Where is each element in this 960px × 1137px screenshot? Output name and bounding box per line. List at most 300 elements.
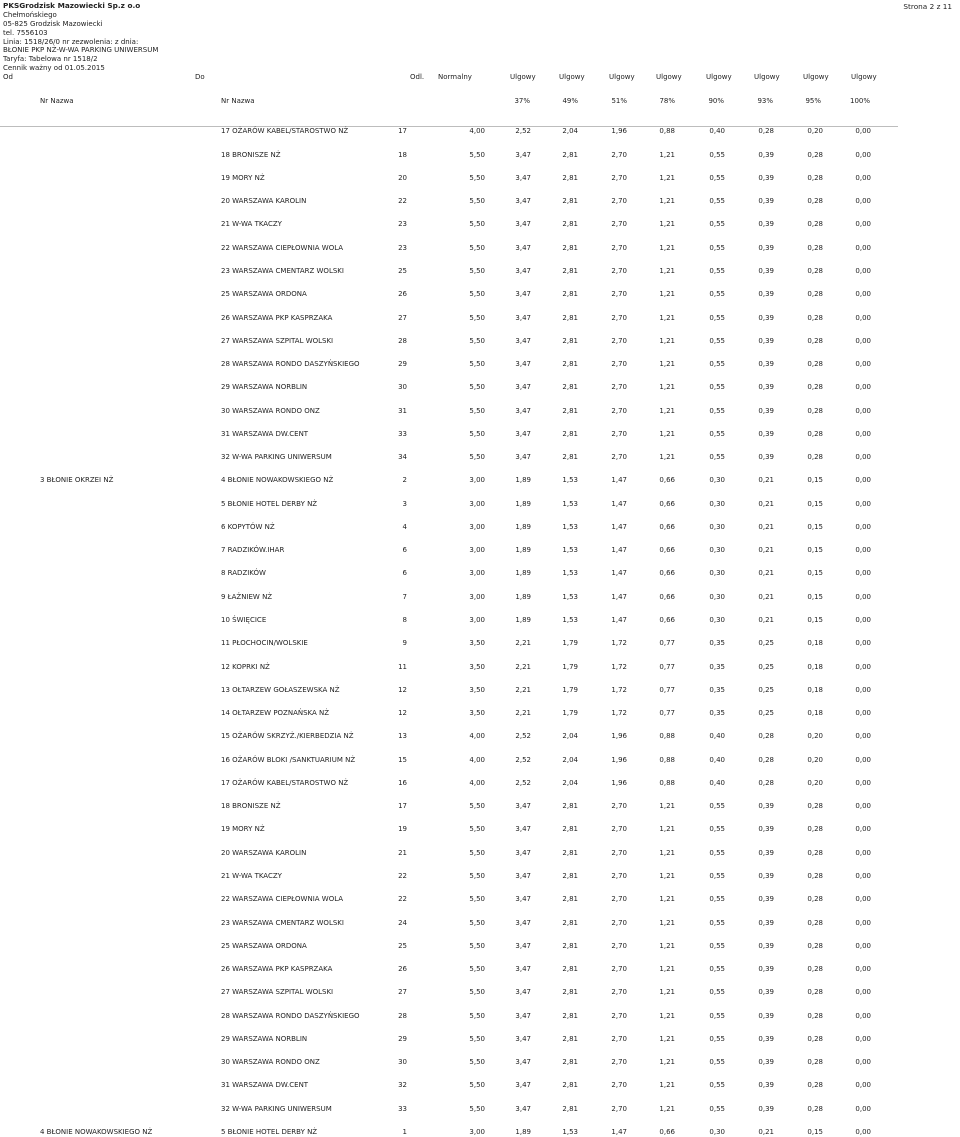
table-row: [0, 568, 960, 578]
cell-price-discount: 0,28: [807, 1058, 823, 1067]
cell-price-discount: 1,89: [515, 546, 531, 555]
cell-price-discount: 1,89: [515, 592, 531, 601]
table-row: [0, 266, 960, 276]
cell-to-stop: 10 ŚWIĘCICE: [221, 616, 267, 624]
cell-price-discount: 0,55: [709, 1011, 725, 1020]
cell-to-stop: 11 PŁOCHOCIN/WOLSKIE: [221, 639, 308, 648]
cell-price-normal: 3,50: [469, 639, 485, 648]
cell-price-discount: 0,00: [855, 406, 871, 415]
cell-price-discount: 3,47: [515, 429, 531, 438]
cell-price-discount: 0,39: [758, 1058, 774, 1067]
col-pct-discount: 90%: [708, 97, 724, 105]
cell-price-normal: 3,00: [469, 546, 485, 555]
cell-price-discount: 0,39: [758, 360, 774, 368]
cell-price-discount: 2,70: [611, 290, 627, 299]
cell-price-discount: 0,00: [855, 313, 871, 322]
cell-price-discount: 2,81: [562, 290, 578, 299]
cell-price-discount: 2,81: [562, 895, 578, 904]
cell-price-discount: 0,88: [659, 732, 675, 741]
cell-price-discount: 0,55: [709, 220, 725, 229]
cell-to-stop: 5 BŁONIE HOTEL DERBY NŻ: [221, 499, 318, 508]
cell-price-discount: 0,25: [758, 639, 774, 648]
cell-price-discount: 0,28: [807, 173, 823, 182]
cell-price-discount: 2,81: [562, 965, 578, 973]
cell-price-discount: 0,39: [758, 1011, 774, 1020]
cell-price-discount: 0,28: [807, 313, 823, 322]
col-header-to: Do: [195, 73, 205, 81]
cell-to-stop: 30 WARSZAWA RONDO ONZ: [221, 1058, 320, 1067]
cell-price-discount: 1,89: [515, 499, 531, 508]
cell-price-discount: 0,25: [758, 685, 774, 694]
cell-price-discount: 0,55: [709, 290, 725, 299]
cell-to-stop: 17 OŻARÓW KABEL/STAROSTWO NŻ: [221, 778, 349, 787]
cell-price-discount: 0,28: [807, 871, 823, 880]
table-row: [0, 778, 960, 788]
cell-to-stop: 6 KOPYTÓW NŻ: [221, 522, 275, 531]
cell-distance: 33: [398, 1104, 407, 1113]
cell-price-discount: 0,55: [709, 173, 725, 182]
cell-price-discount: 1,21: [659, 1081, 675, 1090]
cell-price-discount: 1,47: [611, 476, 627, 485]
table-row: [0, 289, 960, 299]
cell-price-discount: 0,28: [807, 266, 823, 275]
cell-price-discount: 1,21: [659, 406, 675, 415]
cell-price-discount: 1,21: [659, 965, 675, 973]
cell-price-discount: 0,30: [709, 499, 725, 508]
cell-price-discount: 0,39: [758, 918, 774, 927]
cell-price-discount: 1,21: [659, 336, 675, 345]
cell-price-discount: 0,39: [758, 965, 774, 973]
col-header-from: Od: [3, 73, 13, 81]
cell-price-discount: 0,77: [659, 709, 675, 717]
table-row: [0, 1034, 960, 1044]
cell-price-discount: 2,81: [562, 173, 578, 182]
table-row: [0, 196, 960, 206]
cell-price-discount: 2,81: [562, 360, 578, 368]
cell-price-normal: 3,00: [469, 522, 485, 531]
cell-price-discount: 2,70: [611, 1081, 627, 1090]
cell-price-discount: 0,15: [807, 522, 823, 531]
cell-price-discount: 1,21: [659, 313, 675, 322]
cell-price-discount: 0,66: [659, 1127, 675, 1136]
cell-price-discount: 3,47: [515, 918, 531, 927]
cell-price-discount: 0,55: [709, 918, 725, 927]
cell-price-discount: 2,81: [562, 802, 578, 811]
cell-from-stop: 4 BŁONIE NOWAKOWSKIEGO NŻ: [40, 1127, 153, 1136]
cell-price-discount: 3,47: [515, 1058, 531, 1067]
cell-price-discount: 0,00: [855, 197, 871, 206]
cell-price-discount: 0,30: [709, 569, 725, 578]
cell-distance: 8: [402, 616, 407, 624]
cell-distance: 16: [398, 778, 407, 787]
cell-distance: 26: [398, 965, 407, 973]
col-pct-discount: 100%: [849, 97, 870, 105]
cell-price-discount: 0,39: [758, 406, 774, 415]
cell-price-discount: 0,00: [855, 592, 871, 601]
table-row: [0, 964, 960, 974]
cell-price-discount: 2,70: [611, 173, 627, 182]
cell-price-discount: 0,21: [758, 1127, 774, 1136]
cell-price-discount: 1,21: [659, 360, 675, 368]
company-name: PKSGrodzisk Mazowiecki Sp.z o.o: [3, 1, 141, 10]
cell-price-discount: 0,39: [758, 336, 774, 345]
cell-price-discount: 0,77: [659, 639, 675, 648]
table-row: [0, 731, 960, 741]
cell-price-discount: 0,28: [807, 848, 823, 857]
cell-price-discount: 3,47: [515, 243, 531, 252]
cell-price-discount: 1,53: [562, 522, 578, 531]
cell-to-stop: 21 W-WA TKACZY: [221, 220, 282, 229]
cell-price-discount: 0,55: [709, 336, 725, 345]
cell-price-discount: 3,47: [515, 848, 531, 857]
cell-distance: 28: [398, 336, 407, 345]
table-row: [0, 475, 960, 485]
cell-price-discount: 1,21: [659, 871, 675, 880]
cell-price-discount: 0,88: [659, 127, 675, 136]
cell-price-discount: 0,66: [659, 546, 675, 555]
cell-price-discount: 0,55: [709, 360, 725, 368]
header-line: tel. 7556103: [3, 28, 48, 37]
table-row: [0, 150, 960, 160]
table-row: [0, 824, 960, 834]
cell-price-discount: 2,81: [562, 453, 578, 462]
header-line: Taryfa: Tabelowa nr 1518/2: [3, 55, 98, 64]
cell-price-discount: 2,70: [611, 197, 627, 206]
table-row: [0, 871, 960, 881]
cell-price-normal: 5,50: [469, 941, 485, 950]
cell-price-discount: 0,00: [855, 965, 871, 973]
col-header-discount: Ulgowy: [754, 73, 780, 81]
cell-distance: 31: [398, 406, 407, 415]
cell-price-discount: 0,30: [709, 546, 725, 555]
cell-price-normal: 5,50: [469, 360, 485, 368]
cell-to-stop: 22 WARSZAWA CIEPŁOWNIA WOLA: [221, 243, 344, 252]
cell-price-discount: 0,21: [758, 476, 774, 485]
cell-price-discount: 1,96: [611, 127, 627, 136]
cell-price-discount: 0,25: [758, 709, 774, 717]
cell-price-discount: 0,40: [709, 732, 725, 741]
cell-price-discount: 1,72: [611, 709, 627, 717]
cell-price-discount: 0,28: [807, 988, 823, 997]
col-pct-discount: 49%: [562, 97, 578, 105]
cell-price-discount: 0,28: [758, 778, 774, 787]
cell-price-discount: 0,55: [709, 429, 725, 438]
cell-price-discount: 2,81: [562, 1034, 578, 1043]
cell-price-normal: 4,00: [469, 127, 485, 136]
cell-distance: 12: [398, 709, 407, 717]
cell-price-normal: 3,50: [469, 662, 485, 671]
cell-distance: 26: [398, 290, 407, 299]
cell-price-discount: 0,21: [758, 499, 774, 508]
table-row: [0, 219, 960, 229]
table-row: [0, 662, 960, 672]
cell-price-discount: 0,28: [807, 895, 823, 904]
cell-distance: 20: [398, 173, 407, 182]
cell-distance: 21: [398, 848, 407, 857]
cell-price-normal: 5,50: [469, 1104, 485, 1113]
cell-to-stop: 9 ŁAŹNIEW NŻ: [221, 592, 273, 601]
cell-price-discount: 2,21: [515, 709, 531, 717]
cell-price-discount: 0,39: [758, 429, 774, 438]
cell-price-normal: 5,50: [469, 1081, 485, 1090]
cell-price-discount: 0,00: [855, 825, 871, 834]
table-row: [0, 359, 960, 369]
cell-price-discount: 0,55: [709, 1034, 725, 1043]
cell-price-discount: 0,39: [758, 1081, 774, 1090]
cell-price-discount: 0,00: [855, 499, 871, 508]
cell-price-discount: 0,66: [659, 616, 675, 624]
cell-distance: 24: [398, 918, 407, 927]
cell-price-discount: 1,21: [659, 453, 675, 462]
table-row: [0, 1011, 960, 1021]
cell-to-stop: 26 WARSZAWA PKP KASPRZAKA: [221, 313, 333, 322]
cell-to-stop: 29 WARSZAWA NORBLIN: [221, 1034, 308, 1043]
col-header-discount: Ulgowy: [803, 73, 829, 81]
cell-price-discount: 0,00: [855, 639, 871, 648]
cell-price-discount: 2,81: [562, 1081, 578, 1090]
cell-price-discount: 0,18: [807, 685, 823, 694]
cell-price-discount: 0,21: [758, 592, 774, 601]
cell-price-discount: 0,28: [807, 965, 823, 973]
header-line: BŁONIE PKP NŻ-W-WA PARKING UNIWERSUM: [3, 46, 159, 55]
cell-price-normal: 3,00: [469, 476, 485, 485]
table-row: [0, 406, 960, 416]
cell-price-normal: 4,00: [469, 755, 485, 764]
cell-price-discount: 3,47: [515, 1104, 531, 1113]
cell-to-stop: 16 OŻARÓW BLOKI /SANKTUARIUM NŻ: [221, 755, 356, 764]
cell-price-discount: 0,00: [855, 429, 871, 438]
cell-price-normal: 5,50: [469, 406, 485, 415]
cell-price-discount: 1,89: [515, 476, 531, 485]
cell-to-stop: 25 WARSZAWA ORDONA: [221, 290, 307, 299]
cell-price-discount: 2,81: [562, 429, 578, 438]
cell-price-discount: 0,55: [709, 150, 725, 159]
cell-price-discount: 1,47: [611, 522, 627, 531]
table-row: [0, 1104, 960, 1114]
cell-price-discount: 3,47: [515, 360, 531, 368]
cell-to-stop: 22 WARSZAWA CIEPŁOWNIA WOLA: [221, 895, 344, 904]
cell-price-discount: 0,28: [807, 383, 823, 392]
cell-price-discount: 1,21: [659, 802, 675, 811]
cell-price-discount: 2,81: [562, 988, 578, 997]
cell-price-normal: 5,50: [469, 197, 485, 206]
column-header-row: [0, 72, 960, 82]
cell-price-discount: 0,00: [855, 755, 871, 764]
cell-price-normal: 5,50: [469, 429, 485, 438]
cell-price-discount: 2,70: [611, 243, 627, 252]
cell-to-stop: 20 WARSZAWA KAROLIN: [221, 197, 307, 206]
cell-to-stop: 18 BRONISZE NŻ: [221, 150, 281, 159]
cell-to-stop: 32 W-WA PARKING UNIWERSUM: [221, 1104, 332, 1113]
table-row: [0, 1080, 960, 1090]
cell-price-discount: 2,70: [611, 871, 627, 880]
cell-price-discount: 0,55: [709, 243, 725, 252]
cell-price-discount: 1,53: [562, 592, 578, 601]
cell-price-discount: 2,70: [611, 802, 627, 811]
cell-price-normal: 5,50: [469, 965, 485, 973]
cell-price-discount: 0,00: [855, 150, 871, 159]
cell-to-stop: 19 MORY NŻ: [221, 173, 265, 182]
cell-price-normal: 5,50: [469, 1034, 485, 1043]
cell-price-discount: 1,47: [611, 616, 627, 624]
cell-price-discount: 3,47: [515, 1081, 531, 1090]
cell-price-discount: 3,47: [515, 290, 531, 299]
cell-price-discount: 0,39: [758, 941, 774, 950]
cell-price-discount: 2,81: [562, 383, 578, 392]
cell-price-discount: 0,28: [758, 732, 774, 741]
cell-price-discount: 2,81: [562, 825, 578, 834]
cell-price-discount: 0,88: [659, 778, 675, 787]
cell-price-discount: 0,30: [709, 476, 725, 485]
table-row: [0, 452, 960, 462]
cell-price-discount: 0,00: [855, 127, 871, 136]
cell-price-normal: 5,50: [469, 290, 485, 299]
cell-distance: 29: [398, 1034, 407, 1043]
cell-to-stop: 26 WARSZAWA PKP KASPRZAKA: [221, 965, 333, 973]
cell-price-discount: 0,00: [855, 802, 871, 811]
cell-price-discount: 0,00: [855, 546, 871, 555]
table-row: [0, 1057, 960, 1067]
cell-price-discount: 3,47: [515, 1011, 531, 1020]
cell-price-discount: 0,00: [855, 360, 871, 368]
cell-price-discount: 0,15: [807, 476, 823, 485]
col-pct-discount: 93%: [757, 97, 773, 105]
cell-price-discount: 2,81: [562, 871, 578, 880]
cell-price-discount: 0,00: [855, 569, 871, 578]
cell-price-discount: 2,70: [611, 1104, 627, 1113]
page-number: Strona 2 z 11: [903, 2, 952, 11]
cell-price-discount: 2,52: [515, 778, 531, 787]
cell-distance: 15: [398, 755, 407, 764]
cell-price-discount: 2,81: [562, 150, 578, 159]
table-row: [0, 173, 960, 183]
cell-price-discount: 0,39: [758, 173, 774, 182]
cell-price-normal: 5,50: [469, 266, 485, 275]
cell-price-discount: 0,55: [709, 453, 725, 462]
cell-price-discount: 0,18: [807, 662, 823, 671]
cell-to-stop: 17 OŻARÓW KABEL/STAROSTWO NŻ: [221, 127, 349, 136]
cell-to-stop: 29 WARSZAWA NORBLIN: [221, 383, 308, 392]
cell-price-discount: 2,70: [611, 895, 627, 904]
cell-price-discount: 0,28: [807, 406, 823, 415]
cell-distance: 30: [398, 1058, 407, 1067]
cell-distance: 17: [398, 127, 407, 136]
cell-price-discount: 1,21: [659, 941, 675, 950]
cell-price-discount: 1,21: [659, 848, 675, 857]
cell-price-discount: 2,70: [611, 1058, 627, 1067]
cell-price-discount: 2,70: [611, 383, 627, 392]
table-row: [0, 685, 960, 695]
col-header-discount: Ulgowy: [609, 73, 635, 81]
cell-price-normal: 5,50: [469, 988, 485, 997]
cell-price-discount: 0,28: [807, 336, 823, 345]
cell-distance: 11: [398, 662, 407, 671]
cell-price-discount: 0,00: [855, 1034, 871, 1043]
cell-price-normal: 3,00: [469, 616, 485, 624]
cell-price-discount: 1,53: [562, 546, 578, 555]
cell-distance: 1: [402, 1127, 407, 1136]
cell-price-discount: 1,89: [515, 569, 531, 578]
cell-price-discount: 0,30: [709, 522, 725, 531]
cell-price-discount: 0,00: [855, 383, 871, 392]
cell-to-stop: 4 BŁONIE NOWAKOWSKIEGO NŻ: [221, 476, 334, 485]
cell-price-discount: 0,00: [855, 220, 871, 229]
cell-price-discount: 0,30: [709, 616, 725, 624]
cell-price-discount: 0,28: [807, 150, 823, 159]
cell-price-discount: 0,55: [709, 988, 725, 997]
cell-price-normal: 3,00: [469, 569, 485, 578]
col-header-normal: Normalny: [438, 73, 472, 81]
cell-price-discount: 2,81: [562, 1011, 578, 1020]
cell-price-discount: 2,04: [562, 755, 578, 764]
table-row: [0, 801, 960, 811]
cell-to-stop: 14 OŁTARZEW POZNAŃSKA NŻ: [221, 709, 330, 717]
cell-price-discount: 0,00: [855, 616, 871, 624]
cell-price-discount: 0,00: [855, 1127, 871, 1136]
cell-price-discount: 2,21: [515, 685, 531, 694]
cell-to-stop: 12 KOPRKI NŻ: [221, 662, 270, 671]
cell-to-stop: 28 WARSZAWA RONDO DASZYŃSKIEGO: [221, 360, 360, 368]
cell-to-stop: 23 WARSZAWA CMENTARZ WOLSKI: [221, 266, 344, 275]
cell-to-stop: 5 BŁONIE HOTEL DERBY NŻ: [221, 1127, 318, 1136]
cell-price-discount: 1,53: [562, 616, 578, 624]
cell-price-discount: 3,47: [515, 220, 531, 229]
cell-price-discount: 0,66: [659, 476, 675, 485]
cell-price-discount: 0,15: [807, 616, 823, 624]
cell-price-normal: 4,00: [469, 732, 485, 741]
table-row: [0, 313, 960, 323]
cell-price-discount: 0,40: [709, 127, 725, 136]
cell-price-discount: 2,81: [562, 918, 578, 927]
header-line: Linia: 1518/26/0 nr zezwolenia: z dnia:: [3, 37, 139, 46]
cell-to-stop: 21 W-WA TKACZY: [221, 871, 282, 880]
cell-to-stop: 18 BRONISZE NŻ: [221, 802, 281, 811]
cell-price-discount: 0,55: [709, 871, 725, 880]
col-header-discount: Ulgowy: [656, 73, 682, 81]
cell-price-discount: 0,30: [709, 592, 725, 601]
col-header-discount: Ulgowy: [559, 73, 585, 81]
cell-price-discount: 0,39: [758, 197, 774, 206]
cell-price-normal: 4,00: [469, 778, 485, 787]
cell-price-discount: 0,55: [709, 848, 725, 857]
cell-price-discount: 0,39: [758, 871, 774, 880]
cell-price-discount: 0,35: [709, 662, 725, 671]
cell-price-discount: 1,53: [562, 569, 578, 578]
cell-distance: 19: [398, 825, 407, 834]
cell-price-discount: 0,39: [758, 383, 774, 392]
cell-price-discount: 0,39: [758, 453, 774, 462]
cell-price-discount: 1,79: [562, 685, 578, 694]
cell-price-discount: 0,28: [807, 290, 823, 299]
cell-price-discount: 3,47: [515, 871, 531, 880]
cell-to-stop: 19 MORY NŻ: [221, 825, 265, 834]
cell-price-discount: 0,15: [807, 592, 823, 601]
cell-price-discount: 0,39: [758, 825, 774, 834]
cell-price-discount: 0,00: [855, 918, 871, 927]
cell-price-discount: 0,35: [709, 639, 725, 648]
cell-price-discount: 3,47: [515, 1034, 531, 1043]
cell-price-normal: 3,50: [469, 685, 485, 694]
cell-price-discount: 2,70: [611, 313, 627, 322]
cell-price-discount: 2,70: [611, 848, 627, 857]
cell-price-discount: 0,88: [659, 755, 675, 764]
cell-price-discount: 0,28: [807, 941, 823, 950]
cell-price-discount: 1,72: [611, 639, 627, 648]
cell-price-discount: 0,28: [807, 220, 823, 229]
cell-price-discount: 0,39: [758, 895, 774, 904]
table-row: [0, 522, 960, 532]
cell-to-stop: 32 W-WA PARKING UNIWERSUM: [221, 453, 332, 462]
